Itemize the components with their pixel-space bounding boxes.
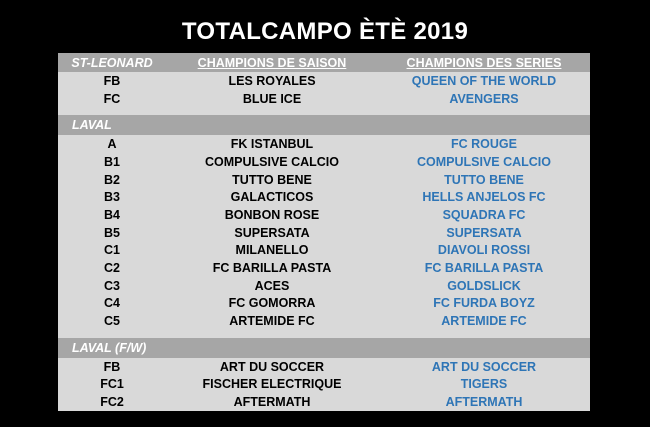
series-champion-cell: SUPERSATA xyxy=(446,225,522,240)
series-champion-cell: TUTTO BENE xyxy=(444,172,524,187)
series-champion-cell: FC FURDA BOYZ xyxy=(433,296,535,311)
series-champion-cell: AFTERMATH xyxy=(445,395,523,410)
division-cell: C1 xyxy=(104,243,120,258)
division-cell: FC xyxy=(103,91,121,106)
table-row xyxy=(58,376,590,394)
series-champion-cell: ART DU SOCCER xyxy=(431,359,537,374)
series-champion-cell: ARTEMIDE FC xyxy=(441,314,527,329)
saison-champion-cell: FC BARILLA PASTA xyxy=(212,261,332,276)
series-champion-cell: FC ROUGE xyxy=(451,137,517,152)
table-spacer xyxy=(58,330,590,338)
table-row xyxy=(58,242,590,260)
section-header-laval xyxy=(58,115,590,135)
saison-champion-cell: MILANELLO xyxy=(235,243,309,258)
division-cell: B4 xyxy=(104,207,120,222)
saison-champion-cell: BLUE ICE xyxy=(242,91,302,106)
table-row xyxy=(58,135,590,153)
table-row xyxy=(58,188,590,206)
saison-champion-cell: TUTTO BENE xyxy=(232,172,312,187)
series-champion-cell: GOLDSLICK xyxy=(447,278,521,293)
series-champion-cell: TIGERS xyxy=(460,377,508,392)
table-row xyxy=(58,312,590,330)
saison-champion-cell: GALACTICOS xyxy=(230,190,314,205)
table-spacer xyxy=(58,107,590,115)
table-row xyxy=(58,153,590,171)
section-label: LAVAL (F/W) xyxy=(72,340,147,355)
table-row xyxy=(58,72,590,90)
table-row xyxy=(58,358,590,376)
header-champions-series: CHAMPIONS DES SERIES xyxy=(406,55,562,70)
champions-table xyxy=(58,53,590,411)
division-cell: FB xyxy=(103,359,121,374)
division-cell: B1 xyxy=(104,154,120,169)
division-cell: C3 xyxy=(104,278,120,293)
division-cell: C2 xyxy=(104,261,120,276)
page-title: TOTALCAMPO ÈTÈ 2019 xyxy=(181,18,469,45)
series-champion-cell: COMPULSIVE CALCIO xyxy=(416,154,552,169)
saison-champion-cell: AFTERMATH xyxy=(233,395,311,410)
table-row xyxy=(58,277,590,295)
series-champion-cell: FC BARILLA PASTA xyxy=(424,261,544,276)
division-cell: C5 xyxy=(104,314,120,329)
header-st-leonard: ST-LEONARD xyxy=(71,55,153,70)
table-row xyxy=(58,295,590,313)
series-champion-cell: AVENGERS xyxy=(449,91,519,106)
saison-champion-cell: BONBON ROSE xyxy=(224,207,320,222)
table-row xyxy=(58,259,590,277)
series-champion-cell: SQUADRA FC xyxy=(442,207,526,222)
division-cell: B5 xyxy=(104,225,120,240)
series-champion-cell: QUEEN OF THE WORLD xyxy=(411,73,557,88)
saison-champion-cell: SUPERSATA xyxy=(234,225,310,240)
table-row xyxy=(58,171,590,189)
table-row xyxy=(58,224,590,242)
series-champion-cell: DIAVOLI ROSSI xyxy=(437,243,531,258)
table-row xyxy=(58,393,590,411)
division-cell: FC2 xyxy=(100,395,124,410)
saison-champion-cell: ARTEMIDE FC xyxy=(229,314,315,329)
division-cell: FC1 xyxy=(100,377,124,392)
division-cell: B2 xyxy=(104,172,120,187)
series-champion-cell: HELLS ANJELOS FC xyxy=(422,190,546,205)
table-header-row xyxy=(58,53,590,72)
saison-champion-cell: ART DU SOCCER xyxy=(219,359,325,374)
saison-champion-cell: ACES xyxy=(254,278,290,293)
division-cell: FB xyxy=(103,73,121,88)
saison-champion-cell: FISCHER ELECTRIQUE xyxy=(202,377,342,392)
table-row xyxy=(58,90,590,108)
saison-champion-cell: FK ISTANBUL xyxy=(230,137,314,152)
division-cell: C4 xyxy=(104,296,120,311)
saison-champion-cell: COMPULSIVE CALCIO xyxy=(204,154,340,169)
division-cell: A xyxy=(107,137,117,152)
header-champions-saison: CHAMPIONS DE SAISON xyxy=(197,55,347,70)
saison-champion-cell: FC GOMORRA xyxy=(228,296,316,311)
saison-champion-cell: LES ROYALES xyxy=(228,73,316,88)
section-header-laval-fw xyxy=(58,338,590,358)
division-cell: B3 xyxy=(104,190,120,205)
table-row xyxy=(58,206,590,224)
section-label: LAVAL xyxy=(72,118,112,133)
